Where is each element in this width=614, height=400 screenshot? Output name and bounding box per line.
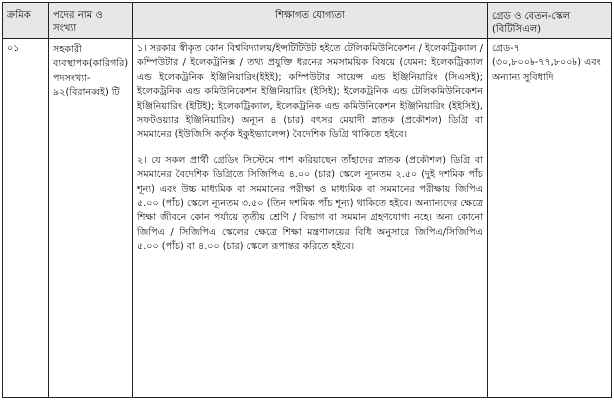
header-post: পদের নাম ও সংখ্যা	[49, 3, 133, 39]
cell-serial: ০১	[3, 39, 49, 398]
table-header-row	[3, 3, 612, 39]
table-row	[3, 39, 612, 398]
header-qualification: শিক্ষাগত যোগ্যতা	[133, 3, 488, 39]
cell-grade: গ্রেড-৭ (৩০,৮০০৳-৭৭,৮০০৳) এবং অন্যান্য সুবিধাদি	[488, 39, 612, 398]
header-serial: ক্রমিক	[3, 3, 49, 39]
qualification-item-1: ১। সরকার স্বীকৃত কোন বিশ্ববিদ্যালয়/ইন্সটিটিউট হইতে টেলিকমিউনিকেশন / ইলেকট্রিক্যাল / কম্পিউটার / ইলেকট্রনিক্স / তথ্য প্রযুক্তি ধরনের সমসাময়িক বিষয়ে (যেমন: ইলেকট্রিক্যাল এন্ড ইলেকট্রনিক ইঞ্জিনিয়ারিং(ইইই); কম্পিউটার সায়েন্স এন্ড ইঞ্জিনিয়ারিং (সিএসই); ইলেকট্রনিক এন্ড কমিউনিকেশন ইঞ্জিনিয়ারিং (ইসিই); ইলেকট্রনিক এন্ড টেলিকমিউনিকেশন ইঞ্জিনিয়ারিং (ইটিই); ইলেকট্রিক্যাল, ইলেকট্রনিক এন্ড কমিউনিকেশন ইঞ্জিনিয়ারিং (ইইসিই), সফটওয়্যার ইঞ্জিনিয়ারিং) অন্যূন ৪ (চার) বৎসর মেয়াদী স্নাতক (প্রকৌশল) ডিগ্রি বা সমমানের (ইউজিসি কর্তৃক ইকুইভ্যালেন্স) বৈদেশিক ডিগ্রি থাকিতে হইবে।	[137, 43, 483, 141]
cell-qualification	[133, 39, 488, 398]
recruitment-table	[2, 2, 612, 398]
header-grade: গ্রেড ও বেতন-স্কেল (বিটিসিএল)	[488, 3, 612, 39]
qualification-item-2: ২। যে সকল প্রার্থী গ্রেডিং সিস্টেমে পাশ করিয়াছেন তাঁহাদের স্নাতক (প্রকৌশল) ডিগ্রি বা সমমানের বৈদেশিক ডিগ্রিতে সিজিপিএ ৪.০০ (চার) স্কেলে ন্যূনতম ২.৫০ (দুই দশমিক পাঁচ শূন্য) এবং উচ্চ মাধ্যমিক বা সমমানের পরীক্ষা ও মাধ্যমিক বা সমমানের পরীক্ষায় জিপিএ ৫.০০ (পাঁচ) স্কেলে ন্যূনতম ৩.৫০ (তিন দশমিক পাঁচ শূন্য) থাকিতে হইবে। অন্যান্যদের ক্ষেত্রে শিক্ষা জীবনে কোন পর্যায়ে তৃতীয় শ্রেণি / বিভাগ বা সমমান গ্রহণযোগ্য নহে। অন্য কোনো জিপিএ / সিজিপিএ স্কেলের ক্ষেত্রে শিক্ষা মন্ত্রণালয়ের বিধি অনুসারে জিপিএ/সিজিপিএ ৫.০০ (পাঁচ) বা ৪.০০ (চার) স্কেলে রূপান্তর করিতে হইবে।	[137, 154, 483, 253]
cell-post: সহকারী ব্যবস্থাপক(কারিগরি) পদসংখ্যা- ৯২(বিরানব্বই) টি	[49, 39, 133, 398]
